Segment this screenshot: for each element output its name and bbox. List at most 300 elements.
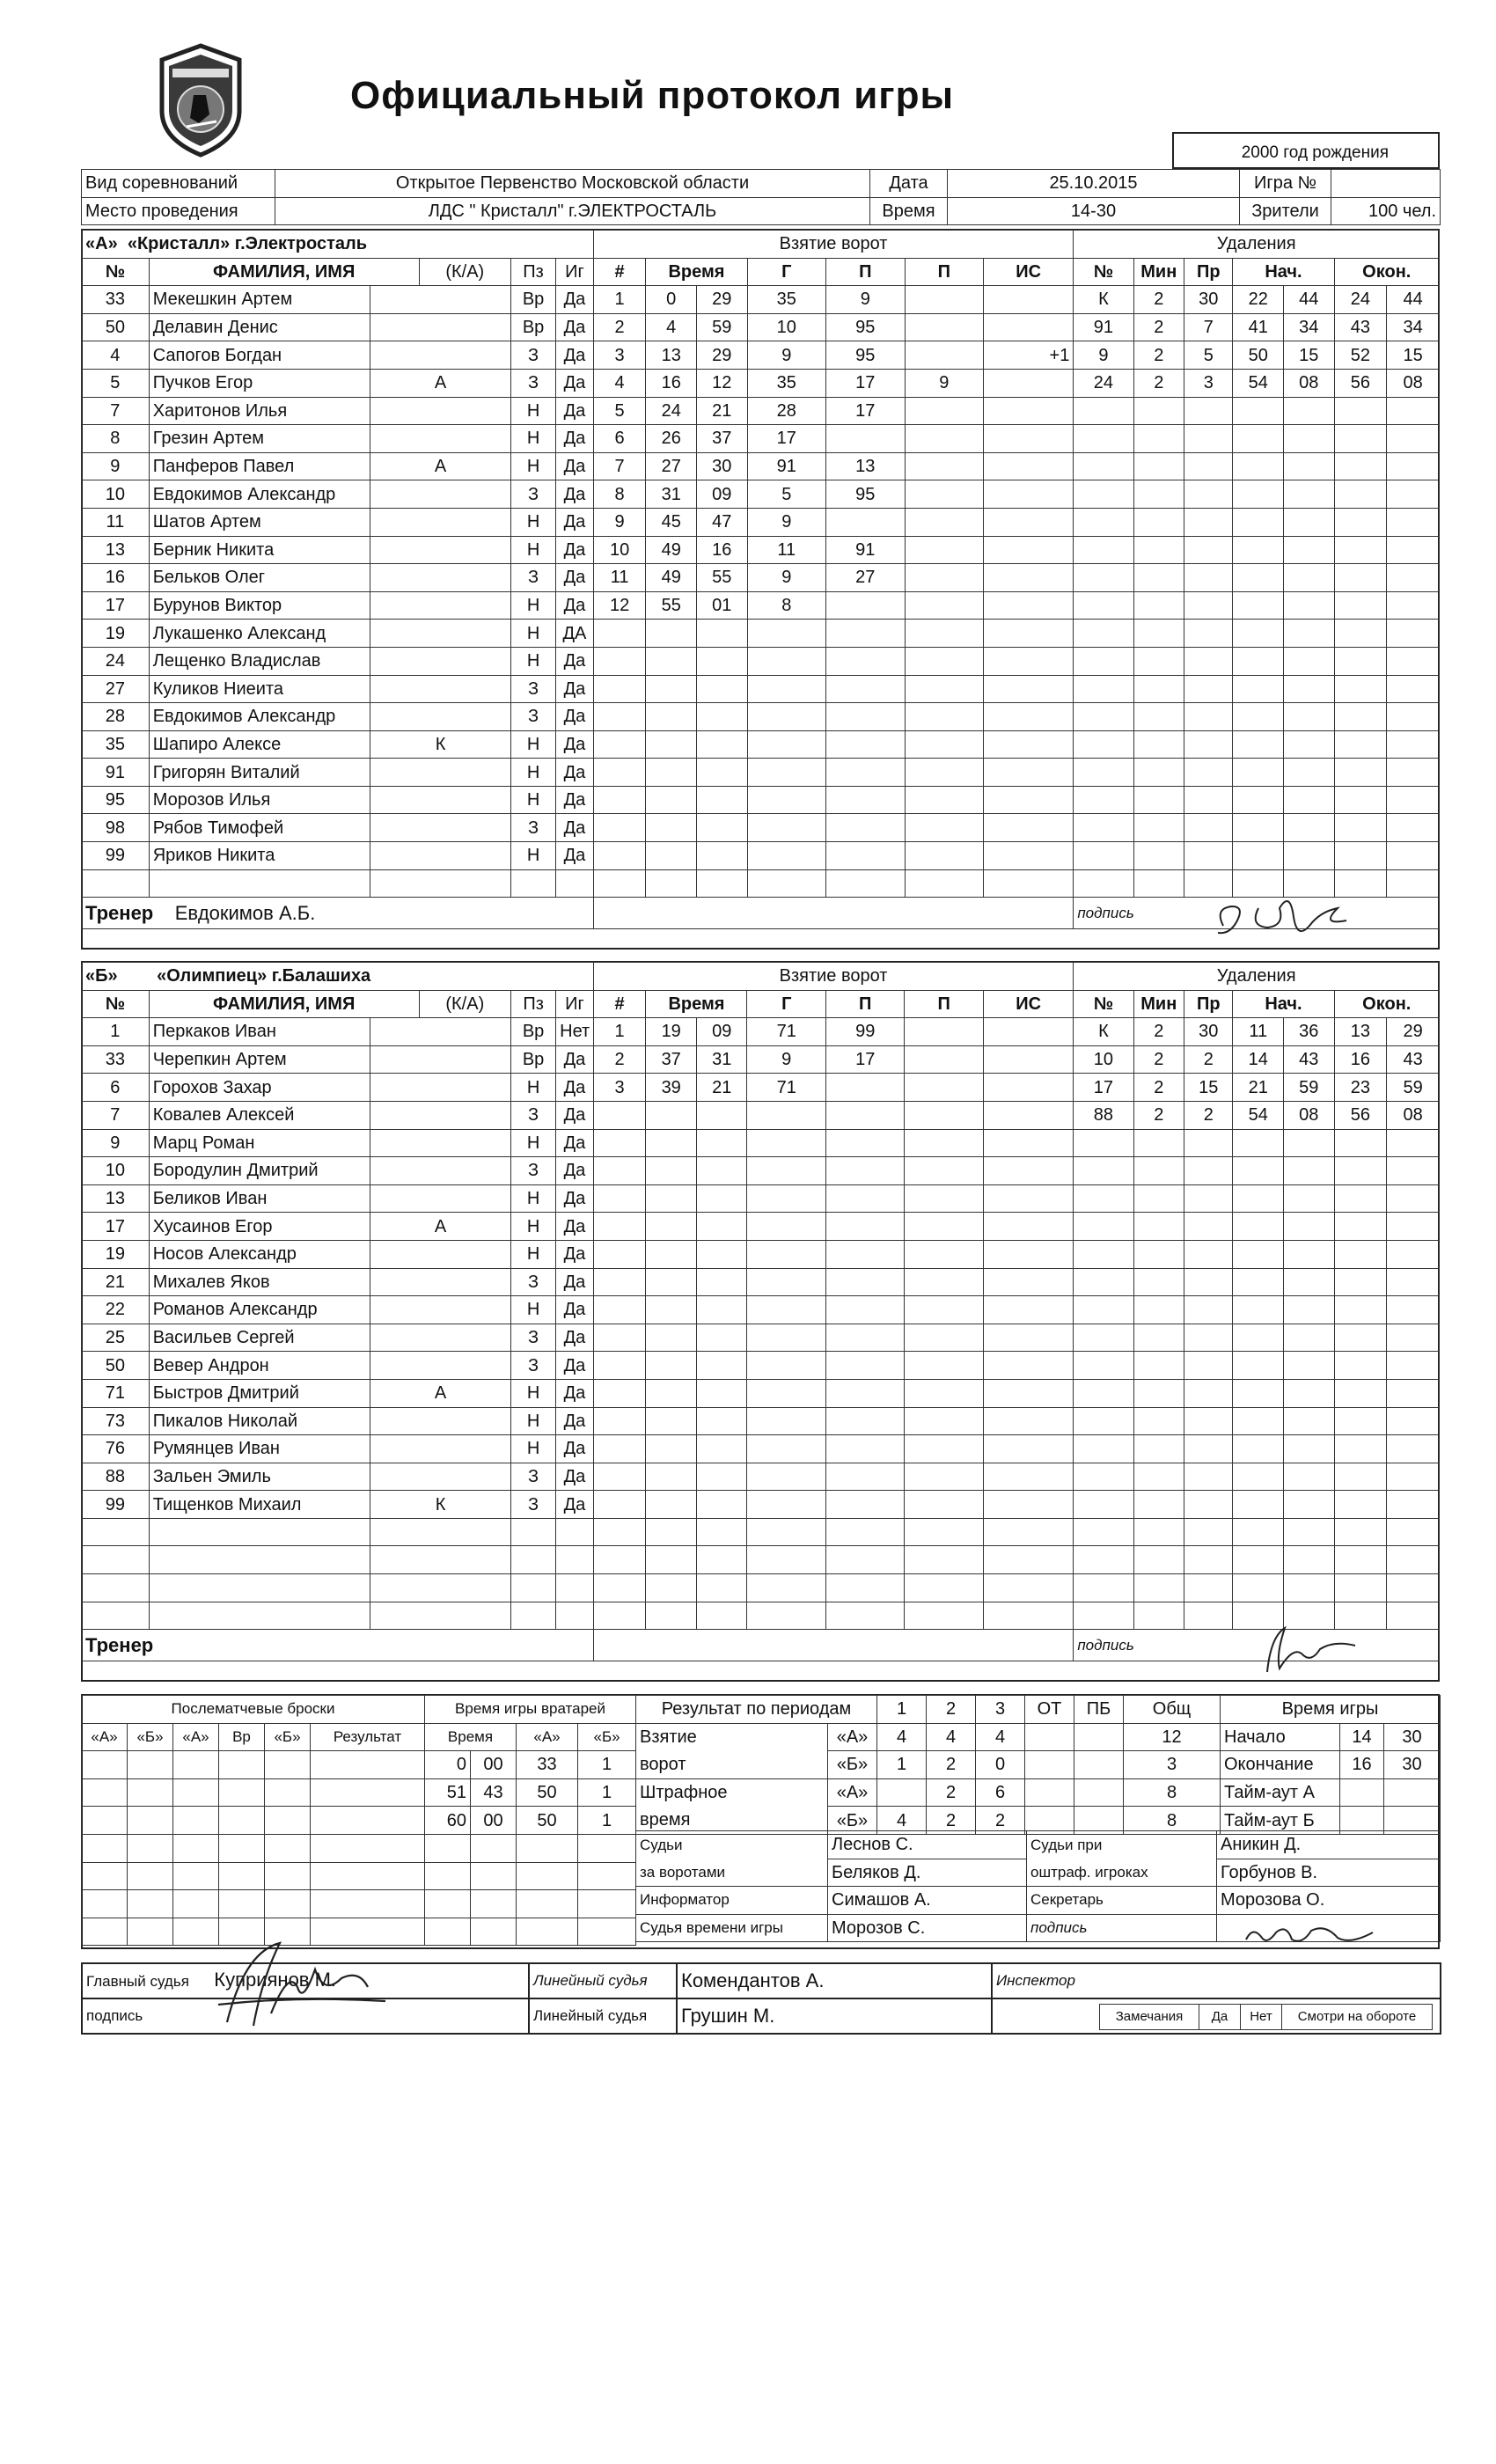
player-played: Да xyxy=(556,759,594,787)
goals-label-2: ворот xyxy=(636,1751,828,1779)
goal-situation xyxy=(983,1296,1073,1324)
player-number: 16 xyxy=(82,564,150,592)
col-ig: Иг xyxy=(556,258,594,286)
goal-scorer: 9 xyxy=(747,564,826,592)
goal-judges-label-1: Судьи xyxy=(636,1831,828,1859)
player-played xyxy=(556,1518,594,1546)
goal-second xyxy=(696,1268,747,1296)
player-played: Да xyxy=(556,397,594,425)
player-position xyxy=(511,1546,556,1574)
goal-situation xyxy=(984,397,1074,425)
pen-judges-label-1: Судьи при xyxy=(1027,1831,1217,1859)
team-a-row xyxy=(82,508,1440,536)
goal-assist-1 xyxy=(825,1324,905,1352)
player-position: З xyxy=(511,1463,556,1491)
player-captain-mark: К xyxy=(370,730,511,759)
penalty-player xyxy=(1074,1129,1133,1157)
player-played: Да xyxy=(556,508,594,536)
penalty-start-min xyxy=(1233,703,1284,731)
player-name: Хусаинов Егор xyxy=(149,1213,370,1241)
team-a-row xyxy=(82,536,1440,564)
player-name: Романов Александр xyxy=(149,1296,370,1324)
goal-assist-1 xyxy=(825,1074,905,1102)
goal-minute xyxy=(646,1574,697,1602)
player-name: Григорян Виталий xyxy=(149,759,370,787)
goal-second: 37 xyxy=(696,425,747,453)
col-hash: # xyxy=(593,258,646,286)
goal-judge-2: Беляков Д. xyxy=(828,1859,1027,1887)
player-position: З xyxy=(511,1157,556,1185)
team-b-row xyxy=(82,1129,1440,1157)
goal-assist-1: 99 xyxy=(825,1018,905,1046)
penalty-reason xyxy=(1184,480,1233,509)
goal-situation xyxy=(984,814,1074,842)
player-number xyxy=(82,869,150,898)
goals-a-total: 12 xyxy=(1124,1723,1221,1751)
col-pen-no: № xyxy=(1074,258,1133,286)
penalty-minutes xyxy=(1133,1602,1184,1630)
penalty-player xyxy=(1074,591,1133,620)
penalty-start-sec xyxy=(1283,1324,1334,1352)
player-played xyxy=(556,1602,594,1630)
penalty-end-sec xyxy=(1387,452,1440,480)
penalty-start-sec xyxy=(1283,1574,1334,1602)
game-time-title: Время игры xyxy=(1221,1696,1441,1724)
team-b-row xyxy=(82,1463,1440,1491)
team-a-row xyxy=(82,480,1440,509)
period-col-1: 1 xyxy=(877,1696,927,1724)
player-position: Н xyxy=(511,786,556,814)
goal-minute xyxy=(646,814,697,842)
penalty-start-min xyxy=(1233,1407,1284,1435)
goal-scorer xyxy=(747,1379,826,1407)
notes-no[interactable]: Нет xyxy=(1241,2005,1282,2030)
goal-assist-1 xyxy=(825,1407,905,1435)
goal-scorer xyxy=(747,1602,826,1630)
penalty-end-min xyxy=(1334,647,1387,675)
player-played: Да xyxy=(556,1213,594,1241)
goal-situation xyxy=(983,1157,1073,1185)
goal-minute xyxy=(646,1184,697,1213)
team-b-code: «Б» xyxy=(85,966,118,986)
player-name xyxy=(149,1574,370,1602)
player-number: 19 xyxy=(82,620,150,648)
player-position: З xyxy=(511,1268,556,1296)
penalty-start-min xyxy=(1233,647,1284,675)
player-played: Да xyxy=(556,675,594,703)
col-p1: П xyxy=(826,258,906,286)
player-position: З xyxy=(511,1352,556,1380)
col-p2: П xyxy=(905,990,984,1018)
team-a-penalties-title: Удаления xyxy=(1074,231,1440,259)
penalty-minutes xyxy=(1133,480,1184,509)
goal-minute: 49 xyxy=(646,564,697,592)
player-captain-mark xyxy=(370,1129,511,1157)
penalty-end-min xyxy=(1334,1463,1387,1491)
penalty-player xyxy=(1074,508,1133,536)
penalty-minutes xyxy=(1133,647,1184,675)
goal-assist-2 xyxy=(905,508,984,536)
player-number: 7 xyxy=(82,1101,150,1129)
goal-assist-2 xyxy=(905,1574,984,1602)
player-position: Н xyxy=(511,1407,556,1435)
penalty-reason xyxy=(1184,1296,1233,1324)
goal-assist-1 xyxy=(825,1352,905,1380)
goal-minute xyxy=(646,1379,697,1407)
goal-assist-1: 9 xyxy=(826,286,906,314)
goal-assist-1 xyxy=(826,869,906,898)
player-number: 88 xyxy=(82,1463,150,1491)
player-name: Горохов Захар xyxy=(149,1074,370,1102)
penalty-reason: 7 xyxy=(1184,313,1233,341)
penalty-end-min xyxy=(1334,425,1387,453)
penalty-start-min xyxy=(1233,1157,1284,1185)
goal-assist-2 xyxy=(905,480,984,509)
goal-number xyxy=(593,1352,646,1380)
player-name: Морозов Илья xyxy=(149,786,370,814)
player-captain-mark xyxy=(370,425,511,453)
start-label: Начало xyxy=(1221,1723,1340,1751)
penalty-start-sec xyxy=(1283,1240,1334,1268)
penalty-end-min: 24 xyxy=(1334,286,1387,314)
goal-second xyxy=(696,1546,747,1574)
penalty-reason xyxy=(1184,1184,1233,1213)
col-end: Окон. xyxy=(1334,990,1439,1018)
shootout-col-b: «Б» xyxy=(128,1723,173,1751)
goal-situation xyxy=(983,1546,1073,1574)
player-played: Да xyxy=(556,1074,594,1102)
penalty-end-min xyxy=(1334,759,1387,787)
penalty-start-sec xyxy=(1283,1435,1334,1463)
pen-judge-1: Аникин Д. xyxy=(1217,1831,1441,1859)
goal-assist-1: 17 xyxy=(825,1045,905,1074)
penalty-reason xyxy=(1184,620,1233,648)
player-name xyxy=(149,1518,370,1546)
penalty-end-sec xyxy=(1387,647,1440,675)
penalty-start-sec xyxy=(1283,786,1334,814)
penalty-player: 91 xyxy=(1074,313,1133,341)
penalty-end-min xyxy=(1334,1574,1387,1602)
player-captain-mark xyxy=(370,1296,511,1324)
goal-situation xyxy=(984,564,1074,592)
goal-assist-1: 95 xyxy=(826,341,906,370)
linesman-1: Комендантов А. xyxy=(677,1963,992,1998)
goal-assist-1 xyxy=(826,675,906,703)
goal-number: 3 xyxy=(593,1074,646,1102)
player-name: Пикалов Николай xyxy=(149,1407,370,1435)
team-b-row xyxy=(82,1435,1440,1463)
goal-scorer: 91 xyxy=(747,452,826,480)
player-played: Да xyxy=(556,1463,594,1491)
goal-assist-2 xyxy=(905,286,984,314)
goal-scorer xyxy=(747,786,826,814)
goal-number xyxy=(593,1129,646,1157)
goal-situation xyxy=(983,1491,1073,1519)
player-captain-mark xyxy=(370,814,511,842)
penalty-start-sec xyxy=(1283,814,1334,842)
gk-minute: 0 xyxy=(425,1751,471,1779)
penalty-minutes xyxy=(1133,814,1184,842)
timeout-b-label: Тайм-аут Б xyxy=(1221,1807,1340,1835)
goal-number xyxy=(593,1518,646,1546)
goal-minute: 49 xyxy=(646,536,697,564)
goal-minute: 16 xyxy=(646,369,697,397)
team-a-row xyxy=(82,425,1440,453)
penalty-end-min: 16 xyxy=(1334,1045,1387,1074)
goal-assist-1 xyxy=(825,1435,905,1463)
goal-assist-1: 91 xyxy=(826,536,906,564)
player-captain-mark xyxy=(370,1101,511,1129)
period-title: Результат по периодам xyxy=(636,1696,877,1724)
player-position: Н xyxy=(511,842,556,870)
goal-second xyxy=(696,759,747,787)
goal-assist-2 xyxy=(905,1018,984,1046)
penalty-end-min xyxy=(1334,397,1387,425)
inspector-label: Инспектор xyxy=(992,1963,1441,1998)
goal-assist-1 xyxy=(826,786,906,814)
goal-minute: 13 xyxy=(646,341,697,370)
team-a-row xyxy=(82,703,1440,731)
player-position: З xyxy=(511,703,556,731)
penalty-start-sec xyxy=(1283,730,1334,759)
penalty-minutes xyxy=(1133,1463,1184,1491)
penalty-start-sec xyxy=(1283,1213,1334,1241)
penalty-player xyxy=(1074,647,1133,675)
penalty-reason xyxy=(1184,452,1233,480)
player-number: 73 xyxy=(82,1407,150,1435)
penalty-reason xyxy=(1184,591,1233,620)
team-b-row xyxy=(82,1574,1440,1602)
penalty-reason: 15 xyxy=(1184,1074,1233,1102)
penalty-minutes: 2 xyxy=(1133,313,1184,341)
player-position: Н xyxy=(511,620,556,648)
player-number: 95 xyxy=(82,786,150,814)
gk-row xyxy=(425,1778,636,1807)
goal-number: 8 xyxy=(593,480,646,509)
penalty-start-min: 21 xyxy=(1233,1074,1284,1102)
penalty-start-sec xyxy=(1283,1491,1334,1519)
goal-second: 09 xyxy=(696,480,747,509)
penalty-reason xyxy=(1184,1352,1233,1380)
penalty-start-sec xyxy=(1283,1352,1334,1380)
period-col-total: Общ xyxy=(1124,1696,1221,1724)
goal-number xyxy=(593,703,646,731)
penalty-end-sec xyxy=(1387,1379,1440,1407)
penalty-player xyxy=(1074,620,1133,648)
team-b-row xyxy=(82,1018,1440,1046)
period-results-table xyxy=(635,1695,1221,1835)
penalty-minutes xyxy=(1133,425,1184,453)
goal-minute xyxy=(646,703,697,731)
goal-minute xyxy=(646,1352,697,1380)
goal-second xyxy=(696,1602,747,1630)
player-played: Да xyxy=(556,647,594,675)
player-position: Вр xyxy=(511,313,556,341)
player-captain-mark xyxy=(370,591,511,620)
player-played: Да xyxy=(556,369,594,397)
player-name: Рябов Тимофей xyxy=(149,814,370,842)
pen-label-2: время xyxy=(636,1807,828,1835)
goal-assist-2 xyxy=(905,620,984,648)
goal-situation xyxy=(984,647,1074,675)
goal-second: 21 xyxy=(696,1074,747,1102)
goal-minute xyxy=(646,1435,697,1463)
notes-yes[interactable]: Да xyxy=(1199,2005,1241,2030)
goal-assist-2 xyxy=(905,341,984,370)
goal-assist-1 xyxy=(825,1574,905,1602)
goals-b-p1: 1 xyxy=(877,1751,927,1779)
team-a-coach-signature-icon xyxy=(1206,882,1364,949)
team-b-row xyxy=(82,1101,1440,1129)
team-b-row xyxy=(82,1213,1440,1241)
goal-minute: 37 xyxy=(646,1045,697,1074)
goal-scorer xyxy=(747,869,826,898)
goal-judge-1: Леснов С. xyxy=(828,1831,1027,1859)
chief-judge-label: Главный судья xyxy=(86,1973,189,1990)
goals-b-so xyxy=(1074,1751,1124,1779)
goals-a-p3: 4 xyxy=(976,1723,1025,1751)
goal-assist-2 xyxy=(905,869,984,898)
year-note: 2000 год рождения xyxy=(1241,143,1389,162)
penalty-reason xyxy=(1184,1240,1233,1268)
goals-b-ot xyxy=(1025,1751,1074,1779)
player-captain-mark xyxy=(370,1435,511,1463)
penalty-end-sec xyxy=(1387,591,1440,620)
goal-minute: 26 xyxy=(646,425,697,453)
goal-assist-1: 17 xyxy=(826,369,906,397)
penalty-player xyxy=(1074,564,1133,592)
penalty-player xyxy=(1074,1435,1133,1463)
col-time: Время xyxy=(646,990,747,1018)
penalty-player xyxy=(1074,1268,1133,1296)
player-captain-mark xyxy=(370,397,511,425)
goal-assist-1 xyxy=(826,425,906,453)
player-position: Н xyxy=(511,508,556,536)
player-name: Бельков Олег xyxy=(149,564,370,592)
col-pr: Пр xyxy=(1184,990,1233,1018)
goal-number xyxy=(593,786,646,814)
goal-second: 09 xyxy=(696,1018,747,1046)
team-b-row xyxy=(82,1407,1440,1435)
goal-assist-1 xyxy=(826,703,906,731)
player-position: Н xyxy=(511,1129,556,1157)
player-number: 9 xyxy=(82,452,150,480)
period-col-2: 2 xyxy=(927,1696,976,1724)
goal-assist-1: 13 xyxy=(826,452,906,480)
penalty-end-min xyxy=(1334,1129,1387,1157)
penalty-player xyxy=(1074,1296,1133,1324)
shootout-col-result: Результат xyxy=(311,1723,425,1751)
federation-logo-icon xyxy=(155,42,246,158)
goal-assist-2 xyxy=(905,1379,984,1407)
goal-minute xyxy=(646,869,697,898)
goal-second xyxy=(696,1491,747,1519)
goal-second xyxy=(696,1518,747,1546)
player-position: Н xyxy=(511,425,556,453)
pen-team-a-label: «А» xyxy=(828,1778,877,1807)
goals-a-p1: 4 xyxy=(877,1723,927,1751)
player-name: Сапогов Богдан xyxy=(149,341,370,370)
penalty-reason xyxy=(1184,1602,1233,1630)
penalty-start-sec xyxy=(1283,703,1334,731)
player-name: Марц Роман xyxy=(149,1129,370,1157)
pen-a-p3: 6 xyxy=(976,1778,1025,1807)
linesman-label-1: Линейный судья xyxy=(529,1963,677,1998)
player-captain-mark xyxy=(370,286,511,314)
player-name: Черепкин Артем xyxy=(149,1045,370,1074)
player-captain-mark xyxy=(370,647,511,675)
goal-scorer: 9 xyxy=(747,1045,826,1074)
team-b-coach-label: Тренер xyxy=(85,1633,154,1656)
goal-minute xyxy=(646,620,697,648)
penalty-reason xyxy=(1184,730,1233,759)
player-position: З xyxy=(511,1324,556,1352)
player-position: З xyxy=(511,341,556,370)
goal-assist-1 xyxy=(825,1602,905,1630)
gk-row xyxy=(425,1807,636,1835)
pen-b-p2: 2 xyxy=(927,1807,976,1835)
player-captain-mark xyxy=(370,786,511,814)
goal-situation xyxy=(984,313,1074,341)
col-g: Г xyxy=(747,258,826,286)
penalty-player xyxy=(1074,842,1133,870)
penalty-player xyxy=(1074,425,1133,453)
player-captain-mark xyxy=(370,1602,511,1630)
goal-second: 55 xyxy=(696,564,747,592)
player-name: Пучков Егор xyxy=(149,369,370,397)
team-a-row xyxy=(82,341,1440,370)
player-name: Берник Никита xyxy=(149,536,370,564)
penalty-reason xyxy=(1184,1157,1233,1185)
team-b-signature-label: подпись xyxy=(1074,1630,1440,1661)
penalty-end-sec xyxy=(1387,425,1440,453)
penalty-end-sec xyxy=(1387,1435,1440,1463)
penalty-start-min xyxy=(1233,508,1284,536)
col-is: ИС xyxy=(983,990,1073,1018)
penalty-minutes xyxy=(1133,1435,1184,1463)
time-value: 14-30 xyxy=(948,197,1240,225)
col-hash: # xyxy=(593,990,646,1018)
penalty-start-min xyxy=(1233,786,1284,814)
penalty-start-sec xyxy=(1283,842,1334,870)
goal-scorer xyxy=(747,842,826,870)
goal-assist-2 xyxy=(905,313,984,341)
penalty-start-sec: 59 xyxy=(1283,1074,1334,1102)
penalty-minutes: 2 xyxy=(1133,1074,1184,1102)
col-name: ФАМИЛИЯ, ИМЯ xyxy=(149,258,419,286)
penalty-minutes xyxy=(1133,1184,1184,1213)
penalty-player xyxy=(1074,703,1133,731)
pen-team-b-label: «Б» xyxy=(828,1807,877,1835)
goal-second xyxy=(696,1184,747,1213)
team-b-row xyxy=(82,1045,1440,1074)
goal-assist-2 xyxy=(905,397,984,425)
player-number: 98 xyxy=(82,814,150,842)
competition-label: Вид соревнований xyxy=(82,170,275,198)
goal-assist-2 xyxy=(905,786,984,814)
goal-assist-2 xyxy=(905,1045,984,1074)
goal-second: 16 xyxy=(696,536,747,564)
player-captain-mark xyxy=(370,313,511,341)
goal-second: 01 xyxy=(696,591,747,620)
penalty-end-min xyxy=(1334,1268,1387,1296)
penalty-end-sec: 59 xyxy=(1387,1074,1440,1102)
player-captain-mark xyxy=(370,1045,511,1074)
player-captain-mark xyxy=(370,564,511,592)
penalty-start-min: 54 xyxy=(1233,1101,1284,1129)
player-position: Н xyxy=(511,536,556,564)
penalty-end-min xyxy=(1334,536,1387,564)
